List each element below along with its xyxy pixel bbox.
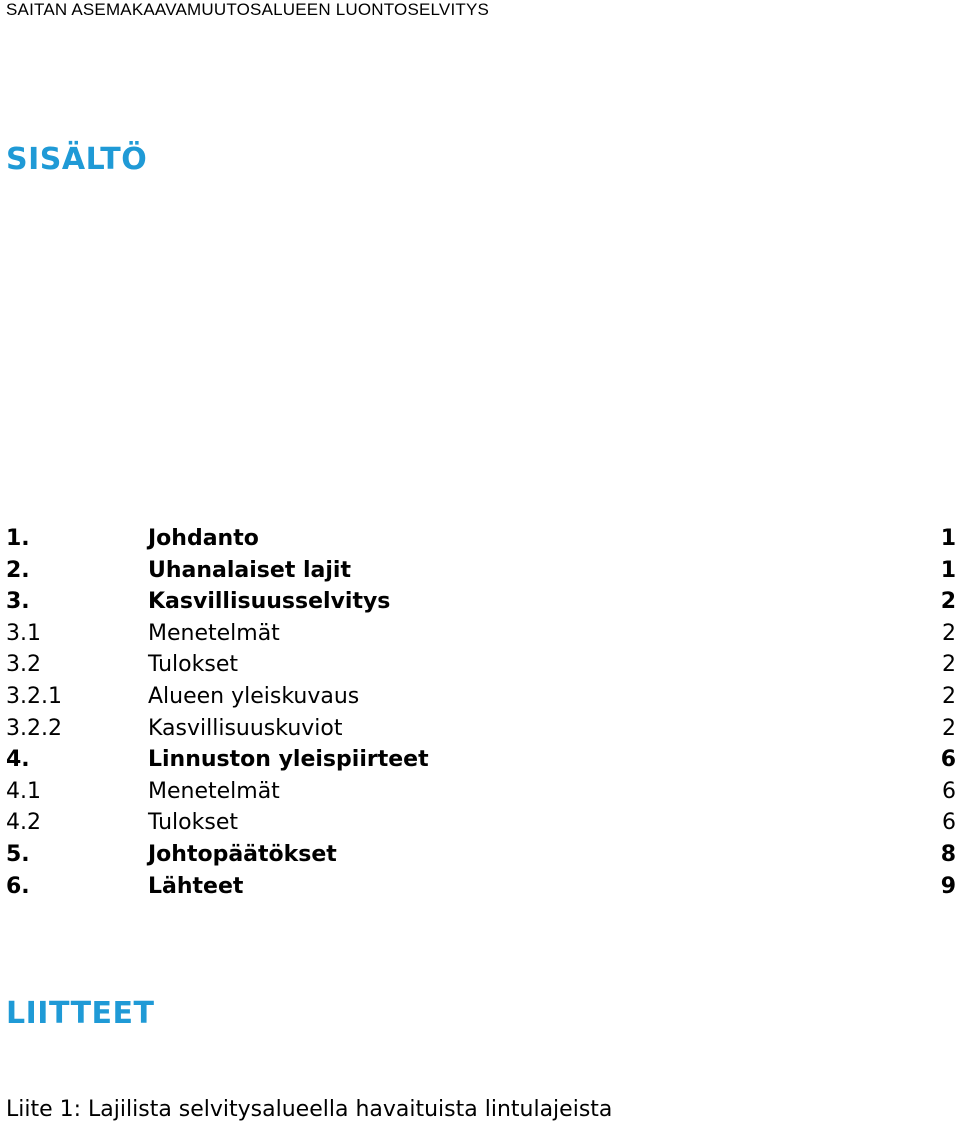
toc-entry-number: 3.2.2 [6,715,62,741]
toc-entry-title: Johtopäätökset [148,841,337,867]
toc-entry [6,586,956,618]
toc-entry-number: 5. [6,841,30,867]
toc-entry [6,839,956,871]
toc-entry-number: 3.1 [6,620,41,646]
toc-entry-title: Menetelmät [148,778,280,804]
toc-entry-page: 2 [940,589,956,615]
toc-entry [6,523,956,555]
toc-entry-number: 1. [6,526,30,551]
contents-heading: SISÄLTÖ [6,142,148,177]
toc-entry-page: 2 [942,620,956,646]
toc-entry-page: 9 [940,873,956,899]
toc-entry-number: 2. [6,557,30,583]
toc-entry-number: 4. [6,747,30,773]
toc-entry-title: Tulokset [148,652,238,678]
toc-entry [6,744,956,776]
toc-entry-title: Alueen yleiskuvaus [148,683,360,709]
table-of-contents [6,523,956,902]
toc-entry-page: 1 [940,526,956,551]
appendix-item: Liite 1: Lajilista selvitysalueella havaituista lintulajeista [6,1097,613,1122]
toc-entry-number: 3. [6,589,30,615]
toc-entry-number: 6. [6,873,30,899]
toc-entry-title: Johdanto [148,526,259,551]
toc-entry [6,649,956,681]
toc-entry-page: 6 [942,778,956,804]
toc-entry [6,713,956,745]
running-header: SAITAN ASEMAKAAVAMUUTOSALUEEN LUONTOSELVITYS [6,0,490,19]
toc-entry-title: Tulokset [148,810,238,836]
toc-entry-page: 1 [940,557,956,583]
toc-entry-title: Uhanalaiset lajit [148,557,351,583]
toc-entry [6,776,956,808]
toc-entry-page: 2 [942,683,956,709]
toc-entry-number: 3.2 [6,652,41,678]
toc-entry-title: Kasvillisuuskuviot [148,715,343,741]
toc-entry-title: Linnuston yleispiirteet [148,747,429,773]
toc-entry-page: 8 [940,841,956,867]
toc-entry [6,618,956,650]
toc-entry-page: 6 [940,747,956,773]
toc-entry-title: Menetelmät [148,620,280,646]
toc-entry-number: 4.2 [6,810,41,836]
toc-entry-page: 2 [942,715,956,741]
toc-entry-page: 6 [942,810,956,836]
toc-entry-number: 3.2.1 [6,683,62,709]
toc-entry-page: 2 [942,652,956,678]
toc-entry [6,807,956,839]
toc-entry [6,871,956,903]
toc-entry-title: Kasvillisuusselvitys [148,589,391,615]
appendices-heading: LIITTEET [6,996,155,1031]
toc-entry [6,555,956,587]
toc-entry-number: 4.1 [6,778,41,804]
toc-entry-title: Lähteet [148,873,244,899]
toc-entry [6,681,956,713]
